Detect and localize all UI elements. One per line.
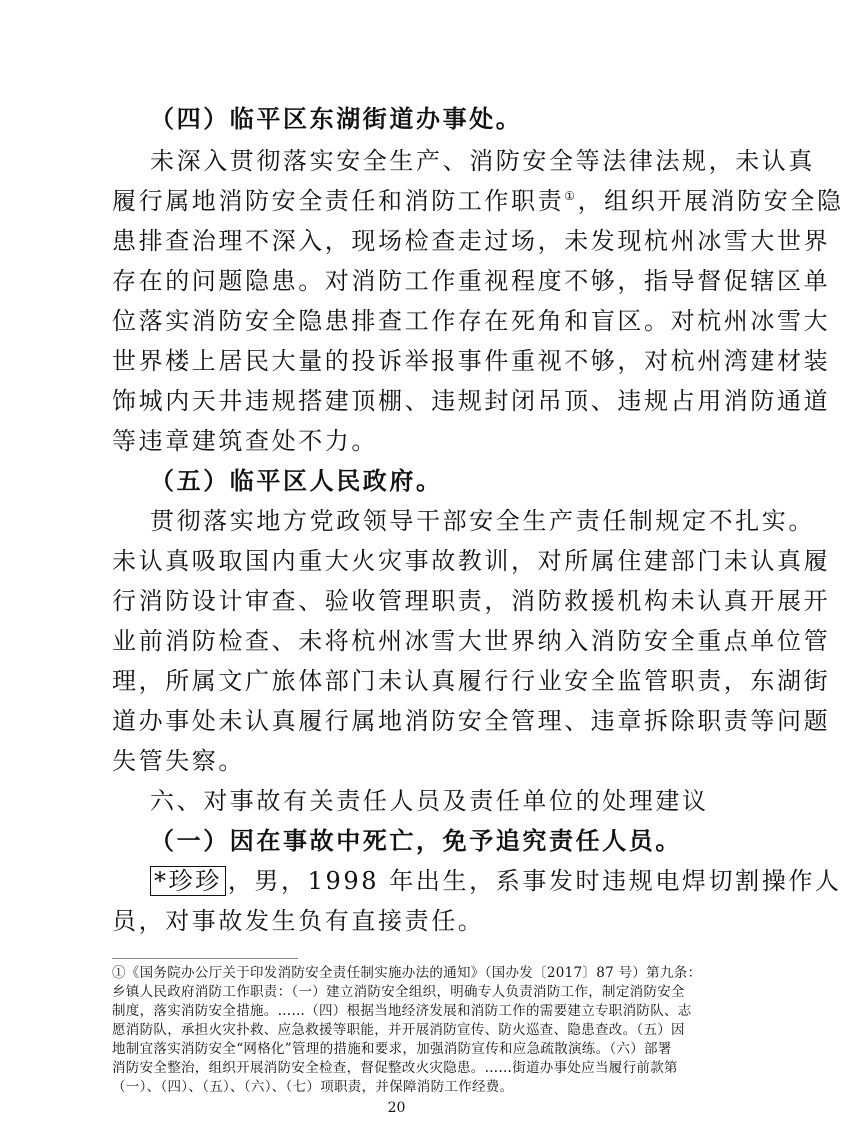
footnote-line: 制度，落实消防安全措施。……（四）根据当地经济发展和消防工作的需要建立专职消防队、志 — [112, 1003, 692, 1019]
footnote-line: 地制宜落实消防安全“网格化”管理的措施和要求，加强消防宣传和应急疏散演练。（六）部署 — [112, 1041, 672, 1057]
paragraph-line: 患排查治理不深入，现场检查走过场，未发现杭州冰雪大世界 — [112, 227, 831, 255]
paragraph-line: 理，所属文广旅体部门未认真履行行业安全监管职责，东湖街 — [112, 667, 831, 695]
subsection-heading-1: （一）因在事故中死亡，免予追究责任人员。 — [150, 826, 682, 855]
paragraph-text: ，男，1998 年出生，系事发时违规电焊切割操作人 — [227, 867, 842, 895]
paragraph-line: 存在的问题隐患。对消防工作重视程度不够，指导督促辖区单 — [112, 267, 831, 295]
paragraph-text: 履行属地消防安全责任和消防工作职责 — [112, 187, 565, 215]
footnote-line: （一）、（四）、（五）、（六）、（七）项职责，并保障消防工作经费。 — [112, 1079, 514, 1095]
footnote-line: 愿消防队，承担火灾扑救、应急救援等职能，并开展消防宣传、防火巡查、隐患查改。（五）因 — [112, 1022, 685, 1038]
paragraph-line: 等违章建筑查处不力。 — [112, 427, 378, 455]
paragraph-line: 贯彻落实地方党政领导干部安全生产责任制规定不扎实。 — [150, 507, 815, 535]
footnote-line: 消防安全整治，组织开展消防安全检查，督促整改火灾隐患。……街道办事处应当履行前款第 — [112, 1060, 678, 1076]
section-heading-4: （四）临平区东湖街道办事处。 — [150, 104, 523, 133]
paragraph-line: 未认真吸取国内重大火灾事故教训，对所属住建部门未认真履 — [112, 547, 831, 575]
paragraph-line: 道办事处未认真履行属地消防安全管理、违章拆除职责等问题 — [112, 707, 831, 735]
paragraph-line: 业前消防检查、未将杭州冰雪大世界纳入消防安全重点单位管 — [112, 627, 831, 655]
paragraph-line: 员，对事故发生负有直接责任。 — [112, 907, 485, 935]
paragraph-line: 饰城内天井违规搭建顶棚、违规封闭吊顶、违规占用消防通道 — [112, 387, 831, 415]
footnote-line: ①《国务院办公厅关于印发消防安全责任制实施办法的通知》（国办发〔2017〕87 号）第九条： — [112, 965, 702, 981]
paragraph-line — [112, 185, 844, 217]
footnote-line: 乡镇人民政府消防工作职责：（一）建立消防安全组织，明确专人负责消防工作，制定消防安全 — [112, 984, 685, 1000]
paragraph-line: 行消防设计审查、验收管理职责，消防救援机构未认真开展开 — [112, 587, 831, 615]
redacted-name-box: *珍珍 — [150, 866, 226, 896]
paragraph-text: ，组织开展消防安全隐 — [577, 187, 844, 215]
paragraph-line: 世界楼上居民大量的投诉举报事件重视不够，对杭州湾建材装 — [112, 347, 831, 375]
section-heading-5: （五）临平区人民政府。 — [150, 466, 443, 495]
paragraph-line: 未深入贯彻落实安全生产、消防安全等法律法规，未认真 — [150, 147, 815, 175]
footnote-divider — [112, 958, 298, 959]
paragraph-line: 位落实消防安全隐患排查工作存在死角和盲区。对杭州冰雪大 — [112, 307, 831, 335]
footnote-ref[interactable]: ① — [564, 189, 578, 203]
page-number: 20 — [387, 1100, 406, 1116]
section-heading-6: 六、对事故有关责任人员及责任单位的处理建议 — [150, 787, 709, 815]
paragraph-line — [150, 865, 842, 897]
paragraph-line: 失管失察。 — [112, 747, 245, 775]
